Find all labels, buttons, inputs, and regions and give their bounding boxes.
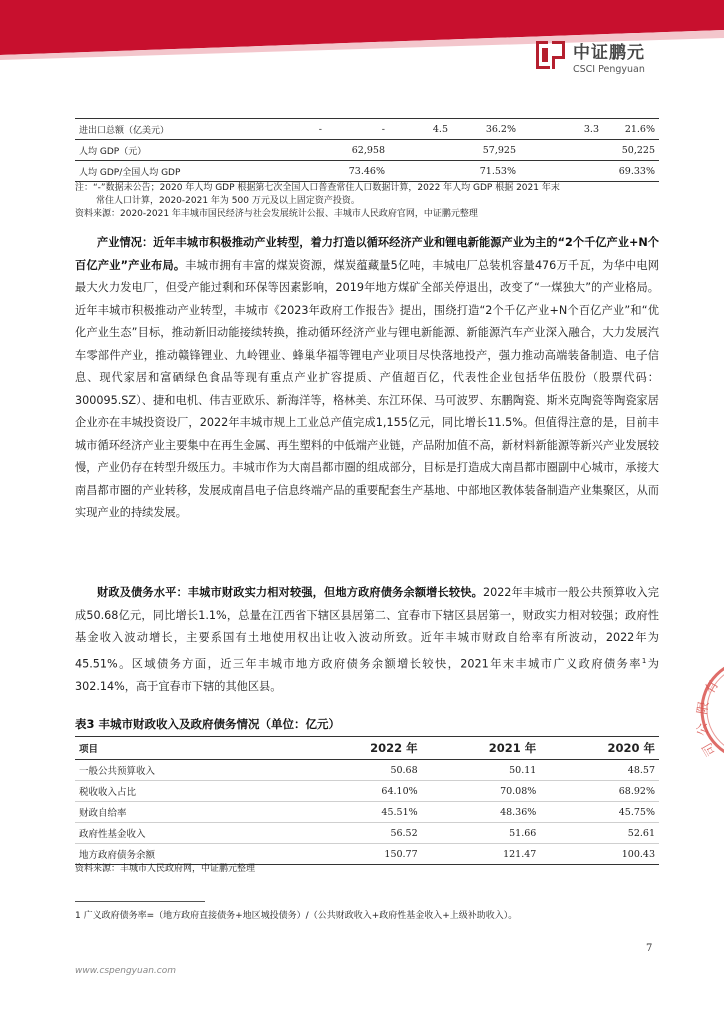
cell: 50.11 [422, 760, 541, 781]
cell: 36.2% [452, 119, 520, 140]
table-source: 资料来源：2020-2021 年丰城市国民经济与社会发展统计公报、丰城市人民政府官网，中证鹏元整理 [75, 209, 478, 219]
page-number: 7 [646, 943, 653, 954]
table-row [75, 781, 659, 802]
cell: 73.46% [326, 161, 389, 182]
cell: 121.47 [422, 844, 541, 865]
footnote: 1 广义政府债务率=（地方政府直接债务+地区城投债务）/（公共财政收入+政府性基金收入+上级补助收入）。 [75, 911, 518, 921]
cell [243, 140, 326, 161]
cell: 52.61 [540, 823, 659, 844]
svg-text:限: 限 [695, 700, 713, 716]
table-row [75, 119, 659, 140]
cell: 48.57 [540, 760, 659, 781]
svg-text:有: 有 [702, 678, 722, 697]
svg-text:司: 司 [699, 739, 720, 759]
cell: 150.77 [303, 844, 422, 865]
footnote-ref: 1 [641, 656, 647, 665]
table-row [75, 760, 659, 781]
industry-paragraph [75, 232, 659, 525]
svg-text:公: 公 [694, 721, 712, 737]
table-note [75, 182, 560, 221]
row-label: 地方政府债务余额 [75, 844, 303, 865]
cell: 64.10% [303, 781, 422, 802]
cell: 70.08% [422, 781, 541, 802]
cell [520, 140, 603, 161]
row-label: 税收收入占比 [75, 781, 303, 802]
paragraph-body: 2022年丰城市一般公共预算收入完成50.68亿元，同比增长1.1%，总量在江西省下辖区县居第二、宜春市下辖区县居第一，财政实力相对较强；政府性基金收入波动增长，主要系国有土地使用权出让收入波动所致。近年丰城市财政自给率有所波动，2022年为45.51%。区域债务方面，近三年丰城市地方政府债务余额增长较快，2021年末丰城市广义政府债务率 [75, 586, 659, 671]
paragraph-heading: 产业情况：近年丰城市积极推动产业转型，着力打造以循环经济产业和锂电新能源产业为主的“2个千亿产业+N个百亿产业”产业布局。 [75, 236, 659, 272]
cell: 71.53% [452, 161, 520, 182]
cell: 51.66 [422, 823, 541, 844]
fiscal-paragraph [75, 582, 659, 698]
brand-name-en: CSCI Pengyuan [573, 64, 645, 75]
table-header-row [75, 737, 659, 760]
cell: 45.51% [303, 802, 422, 823]
cell: 4.5 [389, 119, 452, 140]
table-row [75, 802, 659, 823]
logo [573, 38, 645, 75]
cell [243, 161, 326, 182]
cell: 57,925 [452, 140, 520, 161]
economy-table [75, 118, 659, 182]
cell [389, 140, 452, 161]
cell: 69.33% [603, 161, 659, 182]
brand-name-cn: 中证鹏元 [573, 43, 645, 63]
row-label: 一般公共预算收入 [75, 760, 303, 781]
table-title: 表3 丰城市财政收入及政府债务情况（单位：亿元） [75, 717, 341, 731]
cell: 56.52 [303, 823, 422, 844]
row-label: 政府性基金收入 [75, 823, 303, 844]
note-line: 注：“-”数据未公告；2020 年人均 GDP 根据第七次全国人口普查常住人口数据计算，2022 年人均 GDP 根据 2021 年末 [75, 183, 560, 193]
table-row [75, 844, 659, 865]
fiscal-table [75, 736, 659, 865]
seal-stamp-icon [690, 655, 724, 765]
cell: 48.36% [422, 802, 541, 823]
column-header: 2021 年 [422, 737, 541, 760]
cell: 68.92% [540, 781, 659, 802]
row-label: 财政自给率 [75, 802, 303, 823]
cell [520, 161, 603, 182]
note-line: 常住人口计算，2020-2021 年为 500 万元及以上固定资产投资。 [96, 196, 360, 206]
table-row [75, 823, 659, 844]
cell: - [326, 119, 389, 140]
row-label: 进出口总额（亿美元） [75, 119, 243, 140]
cell: 50,225 [603, 140, 659, 161]
cell: 45.75% [540, 802, 659, 823]
row-label: 人均 GDP/全国人均 GDP [75, 161, 243, 182]
website-link[interactable]: www.cspengyuan.com [75, 966, 177, 976]
logo-icon [534, 38, 568, 72]
table-row [75, 140, 659, 161]
column-header: 项目 [75, 737, 303, 760]
paragraph-body: 丰城市拥有丰富的煤炭资源，煤炭蕴藏量5亿吨，丰城电厂总装机容量476万千瓦，为华中电网最大火力发电厂，但受产能过剩和环保等因素影响，2019年地方煤矿全部关停退出，改变了“一煤独大”的产业格局。近年丰城市积极推动产业转型，丰城市《2023年政府工作报告》提出，围绕打造“2个千亿产业+N个百亿产业”和“优化产业生态”目标，推动新旧动能接续转换，推动循环经济产业与锂电新能源、新能源汽车产业深入融合，大力发展汽车零部件产业，推动赣锋锂业、九岭锂业、蜂巢华福等锂电产业项目尽快落地投产，强力推动高端装备制造、电子信息、现代家居和富硒绿色食品等现有重点产业扩容提质、产值超百亿，代表性企业包括华伍股份（股票代码：300095.SZ）、捷和电机、伟吉亚欧乐、新海洋等，格林美、东江环保、马可波罗、东鹏陶瓷、斯米克陶瓷等陶瓷家居企业亦在丰城投资设厂，2022年丰城市规上工业总产值完成1,155亿元，同比增长11.5%。但值得注意的是，目前丰城市循环经济产业主要集中在再生金属、再生塑料的中低端产业链，产品附加值不高，新材料新能源等新兴产业发展较慢，产业仍存在转型升级压力。丰城市作为大南昌都市圈的组成部分，目标是打造成大南昌都市圈副中心城市，承接大南昌都市圈的产业转移，发展成南昌电子信息终端产品的重要配套生产基地、中部地区教体装备制造产业集聚区，从而实现产业的持续发展。 [75, 258, 659, 519]
paragraph-body: 为302.14%，高于宜春市下辖的其他区县。 [75, 657, 659, 693]
cell: 62,958 [326, 140, 389, 161]
table-source: 资料来源：丰城市人民政府网，中证鹏元整理 [75, 864, 256, 874]
footnote-divider [75, 901, 205, 902]
cell: 21.6% [603, 119, 659, 140]
row-label: 人均 GDP（元） [75, 140, 243, 161]
cell: 100.43 [540, 844, 659, 865]
cell: 3.3 [520, 119, 603, 140]
table-row [75, 161, 659, 182]
column-header: 2022 年 [303, 737, 422, 760]
cell: 50.68 [303, 760, 422, 781]
paragraph-heading: 财政及债务水平：丰城市财政实力相对较强，但地方政府债务余额增长较快。 [97, 586, 483, 599]
cell: - [243, 119, 326, 140]
column-header: 2020 年 [540, 737, 659, 760]
cell [389, 161, 452, 182]
